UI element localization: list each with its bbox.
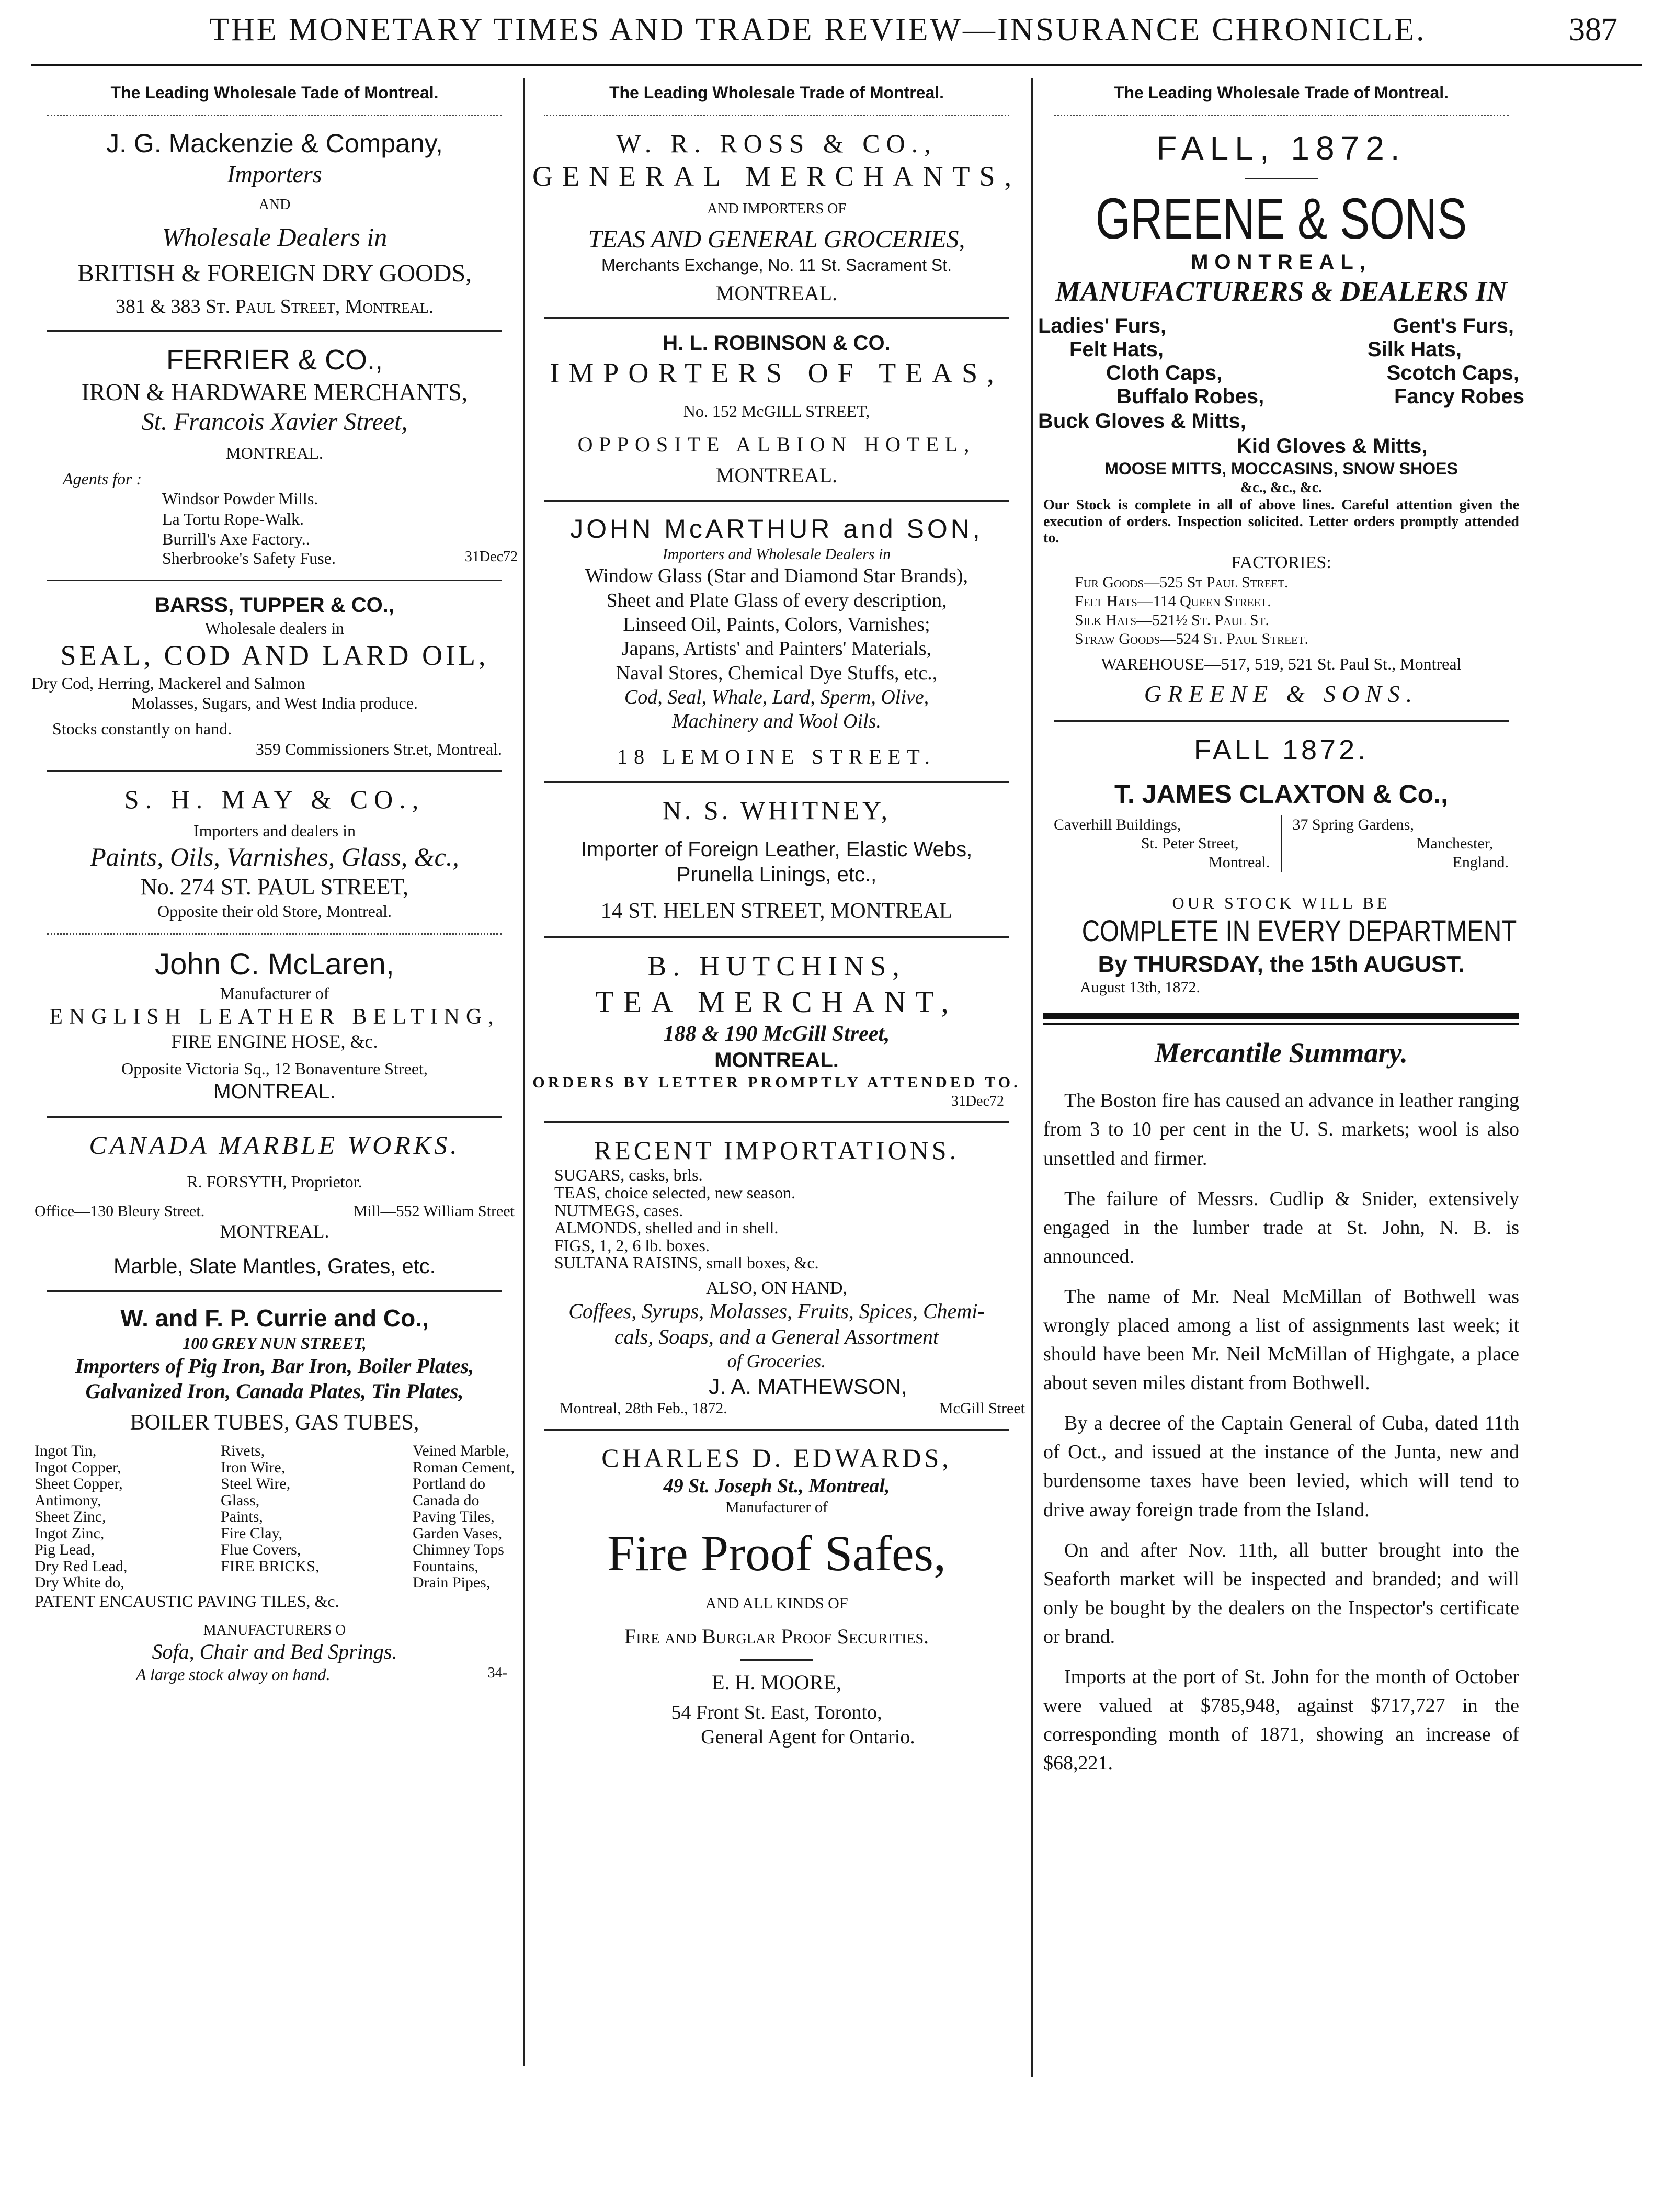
- address-divider: [1281, 815, 1282, 872]
- short-rule: [1245, 178, 1318, 179]
- ad-title: BARSS, TUPPER & CO.,: [155, 594, 394, 617]
- ad-line: 34-: [487, 1665, 507, 1682]
- ad-line: 100 GREY NUN STREET,: [183, 1333, 367, 1353]
- list-item: Flue Covers,: [221, 1541, 301, 1559]
- product: MOOSE MITTS, MOCCASINS, SNOW SHOES: [1104, 459, 1458, 479]
- list-item: Sheet Copper,: [35, 1475, 123, 1493]
- ad-line: Stocks constantly on hand.: [52, 719, 232, 739]
- column-heading: The Leading Wholesale Trade of Montreal.: [1113, 83, 1449, 102]
- list-item: NUTMEGS, cases.: [554, 1200, 683, 1220]
- list-item: Sheet Zinc,: [35, 1508, 106, 1526]
- section-title: Mercantile Summary.: [1154, 1037, 1408, 1069]
- ad-line: FIRE ENGINE HOSE, &c.: [171, 1030, 378, 1052]
- product-list: [31, 1443, 518, 1591]
- ad-line: Linseed Oil, Paints, Colors, Varnishes;: [623, 614, 930, 636]
- ad-row: [1038, 361, 1524, 385]
- ad-line: 37 Spring Gardens,: [1292, 816, 1414, 834]
- ad-line: Montreal, 28th Feb., 1872.: [560, 1400, 727, 1417]
- ad-line: Montreal.: [1209, 854, 1270, 871]
- column-divider-2: [1031, 78, 1033, 2077]
- list-item: Dry Red Lead,: [35, 1557, 128, 1575]
- ad-robinson: [528, 331, 1025, 488]
- ad-line: BOILER TUBES, GAS TUBES,: [130, 1411, 419, 1435]
- ad-greene: [1038, 128, 1524, 709]
- ad-line: AND ALL KINDS OF: [705, 1595, 848, 1613]
- ad-line: Agents for :: [63, 469, 142, 488]
- ad-line: Window Glass (Star and Diamond Star Brands),: [585, 565, 968, 587]
- ad-line: No. 274 ST. PAUL STREET,: [140, 874, 409, 900]
- ad-line: AND: [258, 197, 291, 213]
- ad-title: JOHN McARTHUR and SON,: [570, 514, 983, 543]
- ad-hutchins: [528, 949, 1025, 1110]
- ad-title: RECENT IMPORTATIONS.: [594, 1136, 960, 1165]
- ad-line: IRON & HARDWARE MERCHANTS,: [81, 379, 468, 406]
- list-item: Fountains,: [413, 1557, 478, 1575]
- list-item: Rivets,: [221, 1442, 265, 1460]
- ad-title: W. and F. P. Currie and Co.,: [120, 1304, 429, 1332]
- list-item: Glass,: [221, 1491, 260, 1509]
- ad-signature: GREENE & SONS.: [1144, 680, 1419, 708]
- ad-line: ORDERS BY LETTER PROMPTLY ATTENDED TO.: [532, 1074, 1021, 1092]
- ad-line: Prunella Linings, etc.,: [676, 863, 877, 887]
- ad-line: Merchants Exchange, No. 11 St. Sacrament St.: [601, 255, 952, 275]
- list-item: Paving Tiles,: [413, 1508, 495, 1526]
- divider: [544, 936, 1009, 938]
- ad-line: ALSO, ON HAND,: [705, 1278, 848, 1298]
- ad-line: 381 & 383 St. Paul Street, Montreal.: [115, 295, 434, 317]
- list-item: Dry White do,: [35, 1574, 124, 1592]
- ad-line: of Groceries.: [727, 1350, 826, 1371]
- list-item: Portland do: [413, 1475, 486, 1493]
- divider: [1054, 115, 1509, 116]
- ad-line: Paints, Oils, Varnishes, Glass, &c.,: [90, 842, 459, 872]
- list-item: Paints,: [221, 1508, 263, 1526]
- ad-line: Opposite their old Store, Montreal.: [157, 901, 392, 921]
- ad-line: Coffees, Syrups, Molasses, Fruits, Spices, Chemi-: [568, 1299, 985, 1323]
- ad-title: FALL 1872.: [1193, 734, 1369, 766]
- ad-line: A large stock alway on hand.: [136, 1665, 331, 1684]
- ad-line: McGill Street: [939, 1400, 1025, 1417]
- ad-title: FERRIER & CO.,: [166, 344, 383, 376]
- ad-may: [31, 784, 518, 922]
- ad-line: St. Francois Xavier Street,: [141, 408, 408, 436]
- product-list-col-2: [221, 1443, 319, 1591]
- list-item: FIRE BRICKS,: [221, 1557, 320, 1575]
- divider: [1054, 720, 1509, 722]
- product: Scotch Caps,: [1386, 361, 1519, 385]
- list-item: Chimney Tops: [413, 1541, 504, 1559]
- ad-line: MONTREAL.: [226, 443, 323, 462]
- ad-line: MONTREAL.: [715, 281, 838, 305]
- ad-line: No. 152 McGILL STREET,: [683, 402, 870, 421]
- page-number: 387: [1569, 12, 1617, 48]
- ad-line: Fire and Burglar Proof Securities.: [624, 1624, 929, 1648]
- ad-line: MONTREAL.: [220, 1220, 329, 1242]
- ad-currie: [31, 1303, 518, 1684]
- ad-ferrier: [31, 343, 518, 568]
- divider: [544, 1429, 1009, 1431]
- ad-line: FACTORIES:: [1231, 552, 1331, 572]
- ad-line: TEA MERCHANT,: [595, 985, 958, 1019]
- product: Cloth Caps,: [1106, 361, 1223, 385]
- ad-line: ENGLISH LEATHER BELTING,: [49, 1004, 500, 1029]
- ad-line: Sherbrooke's Safety Fuse.: [162, 549, 336, 568]
- list-item: Roman Cement,: [413, 1458, 515, 1476]
- ad-title: S. H. MAY & CO.,: [124, 785, 425, 814]
- list-item: Veined Marble,: [413, 1442, 509, 1460]
- ad-line: Sofa, Chair and Bed Springs.: [152, 1640, 397, 1664]
- mercantile-summary: [1038, 1036, 1524, 1778]
- heavy-rule: [1043, 1013, 1519, 1019]
- ad-line: Manchester,: [1416, 835, 1493, 853]
- ad-line: Wholesale dealers in: [204, 619, 345, 638]
- ad-line: Naval Stores, Chemical Dye Stuffs, etc.,: [616, 662, 938, 684]
- ad-line: MONTREAL.: [213, 1080, 336, 1103]
- ad-line: England.: [1452, 854, 1509, 871]
- list-item: SUGARS, casks, brls.: [554, 1165, 703, 1185]
- ad-mackenzie: [31, 128, 518, 319]
- ad-title: CHARLES D. EDWARDS,: [601, 1443, 952, 1473]
- divider: [544, 500, 1009, 502]
- column-2: [528, 77, 1025, 1749]
- list-item: ALMONDS, shelled and in shell.: [554, 1218, 779, 1238]
- ad-line: Our Stock is complete in all of above lines. Careful attention given the execution of orders. Inspection solicited. Letter orders promptly attended to.: [1043, 497, 1519, 547]
- ad-line: OUR STOCK WILL BE: [1172, 893, 1391, 913]
- ad-line: Molasses, Sugars, and West India produce.: [131, 694, 418, 713]
- list-item: Ingot Zinc,: [35, 1524, 105, 1542]
- ad-line: MANUFACTURERS O: [203, 1622, 346, 1639]
- ad-edwards: [528, 1442, 1025, 1749]
- divider: [47, 115, 502, 116]
- ad-line: Importers and dealers in: [193, 821, 356, 841]
- ad-row: [1038, 338, 1524, 361]
- company-name: GREENE & SONS: [1095, 187, 1467, 252]
- ad-line: Fur Goods—525 St Paul Street.: [1075, 574, 1289, 592]
- ad-whitney: [528, 795, 1025, 925]
- list-item: Antimony,: [35, 1491, 101, 1509]
- product: Silk Hats,: [1367, 338, 1462, 361]
- ad-line: MONTREAL.: [715, 463, 838, 487]
- divider: [47, 580, 502, 581]
- list-item: Iron Wire,: [221, 1458, 286, 1476]
- ad-line: J. A. MATHEWSON,: [709, 1374, 907, 1399]
- divider: [47, 330, 502, 332]
- ad-row: [1038, 385, 1524, 409]
- ad-line: Wholesale Dealers in: [162, 222, 388, 252]
- ad-line: R. FORSYTH, Proprietor.: [187, 1172, 362, 1191]
- ad-date: 31Dec72: [951, 1093, 1004, 1109]
- ad-title: W. R. ROSS & CO.,: [616, 129, 937, 158]
- ad-line: Fire Proof Safes,: [607, 1525, 946, 1582]
- product: Ladies' Furs,: [1038, 314, 1167, 338]
- ad-line: Windsor Powder Mills.: [162, 489, 318, 508]
- ad-ross: [528, 128, 1025, 306]
- ad-row: [31, 1665, 518, 1684]
- news-paragraph: Imports at the port of St. John for the month of October were valued at $785,948, against $717,727 in the corresponding month of 1871, showing an increase of $68,221.: [1043, 1666, 1519, 1775]
- ad-line: E. H. MOORE,: [712, 1670, 841, 1694]
- ad-line: Straw Goods—524 St. Paul Street.: [1075, 630, 1309, 648]
- ad-title: John C. McLaren,: [155, 947, 394, 981]
- product: Buffalo Robes,: [1116, 385, 1264, 409]
- ad-line: PATENT ENCAUSTIC PAVING TILES, &c.: [35, 1591, 339, 1610]
- ad-claxton: [1038, 733, 1524, 997]
- company-name: T. JAMES CLAXTON & Co.,: [1114, 779, 1448, 809]
- ad-line: Importer of Foreign Leather, Elastic Webs,: [580, 837, 973, 861]
- ad-line: GENERAL MERCHANTS,: [532, 161, 1021, 192]
- ad-line: Manufacturer of: [725, 1499, 828, 1516]
- ad-line: La Tortu Rope-Walk.: [162, 509, 304, 528]
- ad-line: Office—130 Bleury Street.: [35, 1202, 205, 1220]
- ad-line: Japans, Artists' and Painters' Materials,: [621, 638, 932, 660]
- ad-line: Cod, Seal, Whale, Lard, Sperm, Olive,: [624, 686, 929, 709]
- product: Felt Hats,: [1069, 338, 1164, 361]
- ad-line: SEAL, COD AND LARD OIL,: [60, 640, 489, 672]
- ad-line: &c., &c., &c.: [1240, 480, 1323, 496]
- list-item: Canada do: [413, 1491, 480, 1509]
- ad-line: Silk Hats—521½ St. Paul St.: [1075, 611, 1270, 629]
- divider: [544, 317, 1009, 319]
- list-item: Ingot Tin,: [35, 1442, 97, 1460]
- header-rule: [31, 64, 1642, 66]
- news-paragraph: The failure of Messrs. Cudlip & Snider, extensively engaged in the lumber trade at St. John, N. B. is announced.: [1043, 1187, 1519, 1267]
- news-paragraph: The Boston fire has caused an advance in leather ranging from 3 to 10 per cent in the U. S. markets; wool is also unsettled and firmer.: [1043, 1090, 1519, 1170]
- column-heading: The Leading Wholesale Tade of Montreal.: [110, 83, 439, 102]
- ad-date: August 13th, 1872.: [1080, 979, 1201, 996]
- light-rule: [1043, 1023, 1519, 1025]
- ad-row: [31, 1203, 518, 1220]
- ad-line: IMPORTERS OF TEAS,: [550, 357, 1004, 389]
- news-paragraph: By a decree of the Captain General of Cuba, dated 11th of Oct., and issued at the instance of the Junta, new and burdensome taxes have been levied, which will tend to drive away foreign trade from the Island.: [1043, 1412, 1519, 1521]
- ad-line: BRITISH & FOREIGN DRY GOODS,: [77, 259, 472, 288]
- ad-line: Burrill's Axe Factory..: [162, 529, 310, 548]
- ad-line: St. Peter Street,: [1141, 835, 1239, 853]
- ad-line: 188 & 190 McGill Street,: [663, 1022, 890, 1047]
- divider: [47, 933, 502, 935]
- ad-line: MONTREAL,: [1191, 250, 1372, 274]
- ad-line: Caverhill Buildings,: [1054, 816, 1181, 834]
- product: Kid Gloves & Mitts,: [1237, 435, 1428, 458]
- list-item: Garden Vases,: [413, 1524, 503, 1542]
- ad-date: 31Dec72: [464, 549, 518, 565]
- column-1: [31, 77, 518, 1684]
- divider: [544, 781, 1009, 783]
- short-rule: [740, 1659, 813, 1661]
- ad-line: 359 Commissioners Str.et, Montreal.: [255, 739, 502, 758]
- ad-marble-works: [31, 1129, 518, 1279]
- ad-line: Galvanized Iron, Canada Plates, Tin Plates,: [85, 1379, 464, 1403]
- divider: [47, 1290, 502, 1292]
- list-item: Drain Pipes,: [413, 1574, 491, 1592]
- list-item: Pig Lead,: [35, 1541, 95, 1559]
- ad-line: MANUFACTURERS & DEALERS IN: [1055, 276, 1507, 308]
- ad-line: Opposite Victoria Sq., 12 Bonaventure Street,: [121, 1059, 428, 1078]
- ad-line: OPPOSITE ALBION HOTEL,: [577, 433, 976, 457]
- ad-mclaren: [31, 946, 518, 1105]
- ad-line: General Agent for Ontario.: [701, 1726, 915, 1748]
- product: Gent's Furs,: [1393, 314, 1514, 338]
- divider: [544, 1121, 1009, 1123]
- ad-line: Importers: [227, 161, 322, 188]
- ad-line: Marble, Slate Mantles, Grates, etc.: [113, 1254, 436, 1278]
- ad-line: Importers of Pig Iron, Bar Iron, Boiler Plates,: [75, 1354, 474, 1378]
- product: Fancy Robes: [1394, 385, 1524, 409]
- ad-title: N. S. WHITNEY,: [662, 795, 891, 825]
- ad-title: H. L. ROBINSON & CO.: [663, 332, 891, 355]
- ad-line: WAREHOUSE—517, 519, 521 St. Paul St., Montreal: [1101, 654, 1462, 674]
- ad-line: Mill—552 William Street: [353, 1202, 515, 1220]
- list-item: Steel Wire,: [221, 1475, 291, 1493]
- ad-line: Importers and Wholesale Dealers in: [662, 545, 891, 563]
- publication-title: THE MONETARY TIMES AND TRADE REVIEW—INSURANCE CHRONICLE.: [209, 12, 1427, 48]
- divider: [544, 115, 1009, 116]
- ad-row: [528, 1400, 1025, 1417]
- ad-line: cals, Soaps, and a General Assortment: [614, 1325, 939, 1349]
- product-list-col-3: [413, 1443, 515, 1591]
- ad-line: AND IMPORTERS OF: [707, 200, 846, 217]
- ad-line: 49 St. Joseph St., Montreal,: [663, 1475, 890, 1498]
- ad-line: Manufacturer of: [220, 983, 329, 1003]
- ad-line: COMPLETE IN EVERY DEPARTMENT: [1081, 914, 1517, 949]
- column-divider-1: [523, 78, 525, 2066]
- ad-line: Machinery and Wool Oils.: [672, 710, 881, 733]
- page-header: [0, 12, 1675, 59]
- ad-line: By THURSDAY, the 15th AUGUST.: [1098, 951, 1465, 977]
- ad-mcarthur: [528, 513, 1025, 770]
- news-paragraph: On and after Nov. 11th, all butter brought into the Seaforth market will be inspected and branded; and will only be bought by the dealers on the Inspector's certificate or brand.: [1043, 1539, 1519, 1648]
- ad-line: Felt Hats—114 Queen Street.: [1075, 593, 1271, 610]
- ad-recent-importations: [528, 1135, 1025, 1417]
- divider: [47, 1116, 502, 1118]
- ad-line: TEAS AND GENERAL GROCERIES,: [588, 225, 965, 254]
- address-manchester: [1293, 815, 1509, 872]
- column-heading: The Leading Wholesale Trade of Montreal.: [609, 83, 944, 102]
- list-item: Ingot Copper,: [35, 1458, 121, 1476]
- news-paragraph: The name of Mr. Neal McMillan of Bothwell was wrongly placed among a list of assignments last week; it should have been Mr. Neil McMillan of Highgate, a place about seven miles distant from Bothwell.: [1043, 1285, 1519, 1394]
- ad-title: FALL, 1872.: [1156, 129, 1406, 167]
- address-montreal: [1054, 815, 1270, 872]
- list-item: FIGS, 1, 2, 6 lb. boxes.: [554, 1235, 710, 1255]
- ad-line: Sheet and Plate Glass of every description,: [606, 589, 947, 611]
- ad-line: 18 LEMOINE STREET.: [617, 744, 936, 768]
- ad-row: [31, 549, 518, 568]
- column-3: [1038, 77, 1524, 1789]
- list-item: Fire Clay,: [221, 1524, 283, 1542]
- product-list-col-1: [35, 1443, 127, 1591]
- ad-line: 54 Front St. East, Toronto,: [671, 1701, 882, 1724]
- list-item: TEAS, choice selected, new season.: [554, 1183, 796, 1202]
- ad-title: J. G. Mackenzie & Company,: [106, 129, 443, 158]
- list-item: SULTANA RAISINS, small boxes, &c.: [554, 1253, 819, 1273]
- ad-title: B. HUTCHINS,: [647, 950, 906, 982]
- ad-row: [1038, 314, 1524, 338]
- ad-line: Dry Cod, Herring, Mackerel and Salmon: [31, 674, 305, 693]
- ad-title: CANADA MARBLE WORKS.: [89, 1130, 460, 1160]
- ad-line: MONTREAL.: [714, 1049, 839, 1072]
- divider: [47, 770, 502, 772]
- address-box: [1038, 815, 1524, 872]
- ad-line: 14 ST. HELEN STREET, MONTREAL: [600, 899, 953, 924]
- ad-barss: [31, 593, 518, 759]
- product: Buck Gloves & Mitts,: [1038, 410, 1246, 433]
